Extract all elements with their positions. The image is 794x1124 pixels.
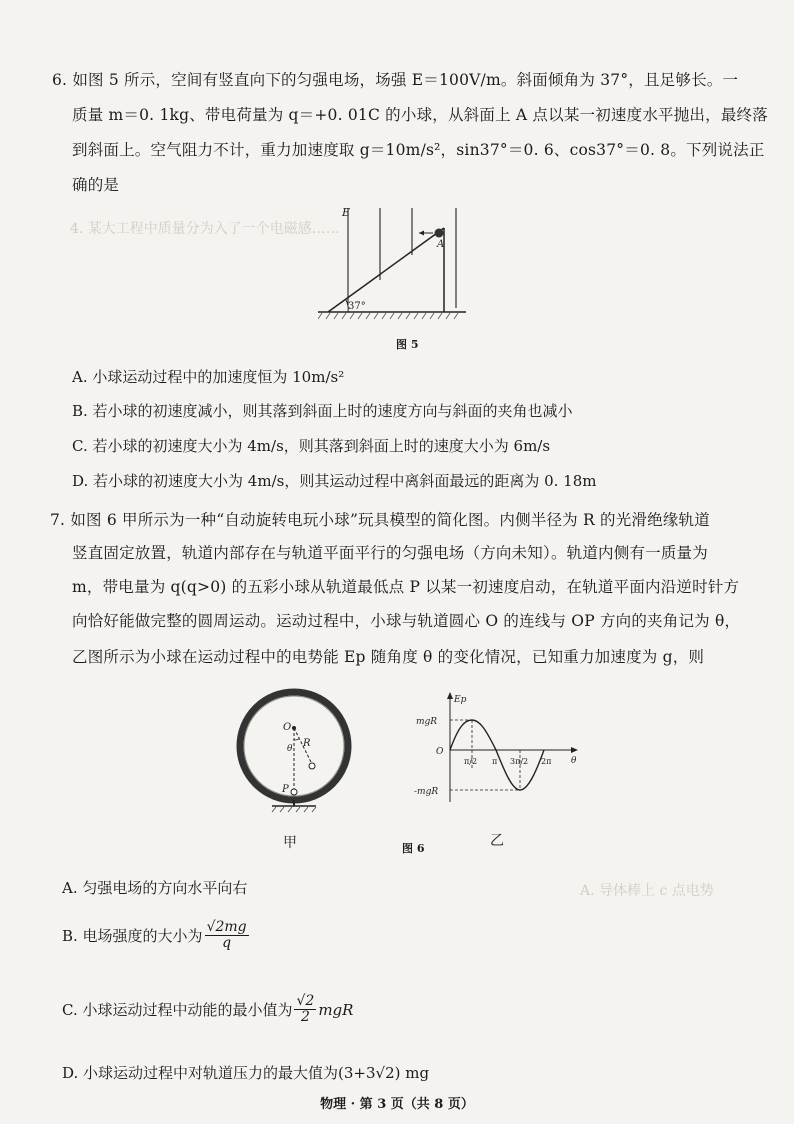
- q6-line-3: 到斜面上。空气阻力不计，重力加速度取 g＝10m/s²，sin37°＝0. 6、cos37°＝0. 8。下列说法正: [72, 141, 765, 159]
- q7-option-c-suffix: mgR: [318, 1000, 354, 1019]
- q6-option-d: D. 若小球的初速度大小为 4m/s，则其运动过程中离斜面最远的距离为 0. 18m: [72, 472, 597, 490]
- q7-line-4: 向恰好能做完整的圆周运动。运动过程中，小球与轨道圆心 O 的连线与 OP 方向的夹角记为 θ，: [72, 612, 741, 630]
- figure-5-angle-label: 37°: [348, 301, 366, 312]
- graph-x-tick-half-pi: π/2: [464, 757, 478, 766]
- q6-option-c: C. 若小球的初速度大小为 4m/s，则其落到斜面上时的速度大小为 6m/s: [72, 437, 551, 455]
- q6-line-1: 6. 如图 5 所示，空间有竖直向下的匀强电场，场强 E＝100V/m。斜面倾角为 37°，且足够长。一: [52, 71, 739, 89]
- q7-option-c: [62, 994, 353, 1025]
- figure-6-R-label: R: [303, 738, 311, 749]
- graph-x-tick-pi: π: [492, 757, 498, 766]
- q7-option-b-numerator: √2mg: [206, 919, 247, 935]
- q7-line-3: m，带电量为 q(q>0) 的五彩小球从轨道最低点 P 以某一初速度启动，在轨道平面内沿逆时针方: [72, 578, 740, 596]
- q7-line-2: 竖直固定放置，轨道内部存在与轨道平面平行的匀强电场（方向未知）。轨道内侧有一质量为: [72, 544, 708, 562]
- figure-6-left-label: 甲: [283, 835, 297, 851]
- graph-x-tick-two-pi: 2π: [541, 757, 552, 766]
- graph-x-axis-label: θ: [571, 756, 577, 766]
- graph-y-tick-max: mgR: [416, 717, 438, 727]
- figure-6-O-label: O: [283, 722, 292, 733]
- figure-5-A-label: A: [437, 239, 445, 250]
- bleed-through-text: A. 导体棒上 c 点电势: [580, 883, 714, 899]
- q7-option-b: [62, 920, 251, 951]
- q6-line-4: 确的是: [72, 176, 120, 194]
- figure-6-right-label: 乙: [490, 833, 504, 849]
- q7-option-c-denominator: 2: [300, 1009, 310, 1025]
- q7-option-c-fraction: [294, 994, 316, 1025]
- bleed-through-text: 4. 某大工程中质量分为入了一个电磁感……: [70, 221, 340, 237]
- q7-option-b-fraction: [205, 920, 249, 951]
- figure-6-caption: 图 6: [402, 842, 425, 855]
- q6-line-2: 质量 m＝0. 1kg、带电荷量为 q＝+0. 01C 的小球，从斜面上 A 点以某一初速度水平抛出，最终落: [72, 106, 768, 124]
- q7-option-b-denominator: q: [222, 935, 232, 951]
- graph-y-tick-min: -mgR: [414, 787, 439, 797]
- figure-5-incline: [318, 200, 468, 325]
- figure-5-caption: 图 5: [396, 338, 419, 351]
- figure-6-track: [232, 688, 362, 828]
- q6-option-a: A. 小球运动过程中的加速度恒为 10m/s²: [72, 368, 345, 386]
- q7-line-1: 7. 如图 6 甲所示为一种“自动旋转电玩小球”玩具模型的简化图。内侧半径为 R 的光滑绝缘轨道: [50, 511, 710, 529]
- graph-y-tick-origin: O: [436, 747, 444, 757]
- figure-5-E-label: E: [342, 206, 351, 219]
- graph-y-axis-label: Ep: [454, 695, 467, 705]
- figure-6-P-label: P: [282, 784, 289, 795]
- figure-6-theta-label: θ: [287, 744, 293, 754]
- q7-option-b-text: B. 电场强度的大小为: [62, 927, 203, 945]
- q7-line-5: 乙图所示为小球在运动过程中的电势能 Ep 随角度 θ 的变化情况，已知重力加速度为 g，则: [72, 648, 705, 666]
- q6-option-b: B. 若小球的初速度减小，则其落到斜面上时的速度方向与斜面的夹角也减小: [72, 402, 573, 420]
- page-footer: 物理 · 第 3 页（共 8 页）: [320, 1097, 474, 1112]
- graph-x-tick-three-half-pi: 3π/2: [510, 757, 529, 766]
- q7-option-c-text: C. 小球运动过程中动能的最小值为: [62, 1001, 293, 1019]
- q7-option-d: D. 小球运动过程中对轨道压力的最大值为(3+3√2) mg: [62, 1064, 430, 1082]
- q7-option-c-numerator: √2: [296, 993, 315, 1009]
- q7-option-a: A. 匀强电场的方向水平向右: [62, 879, 248, 897]
- figure-6-graph: [414, 690, 584, 810]
